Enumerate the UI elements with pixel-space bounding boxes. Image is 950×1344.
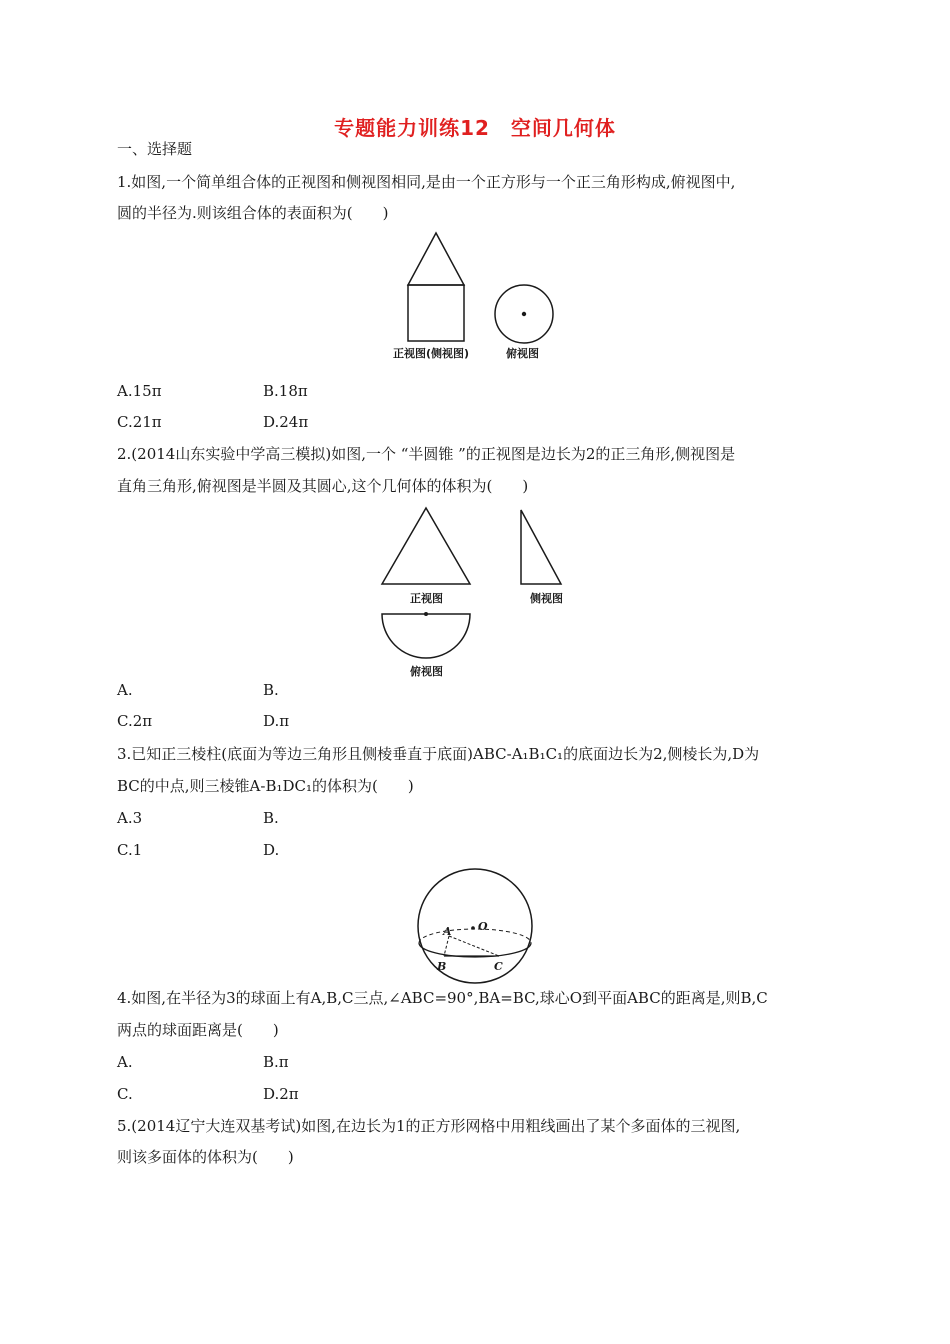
- section-heading: 一、选择题: [117, 140, 193, 158]
- q5-text-line1: 5.(2014辽宁大连双基考试)如图,在边长为1的正方形网格中用粗线画出了某个多面体的三视图,: [117, 1117, 741, 1135]
- q3-text-line1: 3.已知正三棱柱(底面为等边三角形且侧棱垂直于底面)ABC-A₁B₁C₁的底面边长为2,侧棱长为,D为: [117, 745, 760, 763]
- q4-option-a: A.: [117, 1053, 133, 1071]
- q3-option-d: D.: [263, 841, 280, 859]
- q4-option-c: C.: [117, 1085, 133, 1103]
- q1-caption-front: 正视图(侧视图): [393, 347, 470, 360]
- q2-figure: [375, 505, 575, 670]
- q1-top-center-dot: [522, 312, 526, 316]
- q2-side-triangle: [521, 510, 561, 584]
- q2-option-d: D.π: [263, 712, 290, 730]
- q4-section-front-arc: [419, 943, 531, 957]
- q4-label-b: B: [437, 960, 447, 973]
- q1-option-c: C.21π: [117, 413, 162, 431]
- q2-caption-side: 侧视图: [530, 592, 563, 605]
- q2-top-center-dot: [424, 612, 428, 616]
- q1-option-d: D.24π: [263, 413, 309, 431]
- q1-text-line1: 1.如图,一个简单组合体的正视图和侧视图相同,是由一个正方形与一个正三角形构成,俯视图中,: [117, 173, 736, 191]
- q2-front-triangle: [382, 508, 470, 584]
- q4-section-back-arc: [419, 929, 531, 943]
- q1-text-line2: 圆的半径为.则该组合体的表面积为( ): [117, 204, 389, 222]
- q4-segment-ac: [449, 936, 499, 956]
- q3-option-a: A.3: [117, 809, 143, 827]
- q4-text-line2: 两点的球面距离是( ): [117, 1021, 279, 1039]
- q2-caption-top: 俯视图: [410, 665, 443, 678]
- q4-label-c: C: [494, 960, 503, 973]
- q5-text-line2: 则该多面体的体积为( ): [117, 1148, 294, 1166]
- q3-option-b: B.: [263, 809, 279, 827]
- q1-caption-top: 俯视图: [506, 347, 539, 360]
- q2-text-line2: 直角三角形,俯视图是半圆及其圆心,这个几何体的体积为( ): [117, 477, 529, 495]
- q4-sphere-outline: [418, 869, 532, 983]
- q4-point-o: [471, 926, 475, 930]
- q2-option-c: C.2π: [117, 712, 153, 730]
- q1-option-b: B.18π: [263, 382, 308, 400]
- q1-option-a: A.15π: [117, 382, 162, 400]
- q2-caption-front: 正视图: [410, 592, 443, 605]
- q3-option-c: C.1: [117, 841, 143, 859]
- q4-option-b: B.π: [263, 1053, 289, 1071]
- q4-text-line1: 4.如图,在半径为3的球面上有A,B,C三点,∠ABC=90°,BA=BC,球心O到平面ABC的距离是,则B,C: [117, 989, 768, 1007]
- q4-segment-ab: [444, 936, 449, 956]
- q4-label-a: A: [443, 925, 452, 938]
- q1-front-square: [408, 285, 464, 341]
- q2-option-a: A.: [117, 681, 133, 699]
- q4-option-d: D.2π: [263, 1085, 299, 1103]
- q3-text-line2: BC的中点,则三棱锥A-B₁DC₁的体积为( ): [117, 777, 414, 795]
- q2-option-b: B.: [263, 681, 279, 699]
- q1-front-triangle: [408, 233, 464, 285]
- q4-sphere-figure: [410, 868, 540, 986]
- q2-top-semicircle: [382, 614, 470, 658]
- q2-text-line1: 2.(2014山东实验中学高三模拟)如图,一个 “半圆锥 ”的正视图是边长为2的正三角形,侧视图是: [117, 445, 736, 463]
- page-title: 专题能力训练12 空间几何体: [334, 116, 616, 140]
- q4-label-o: O: [478, 920, 488, 933]
